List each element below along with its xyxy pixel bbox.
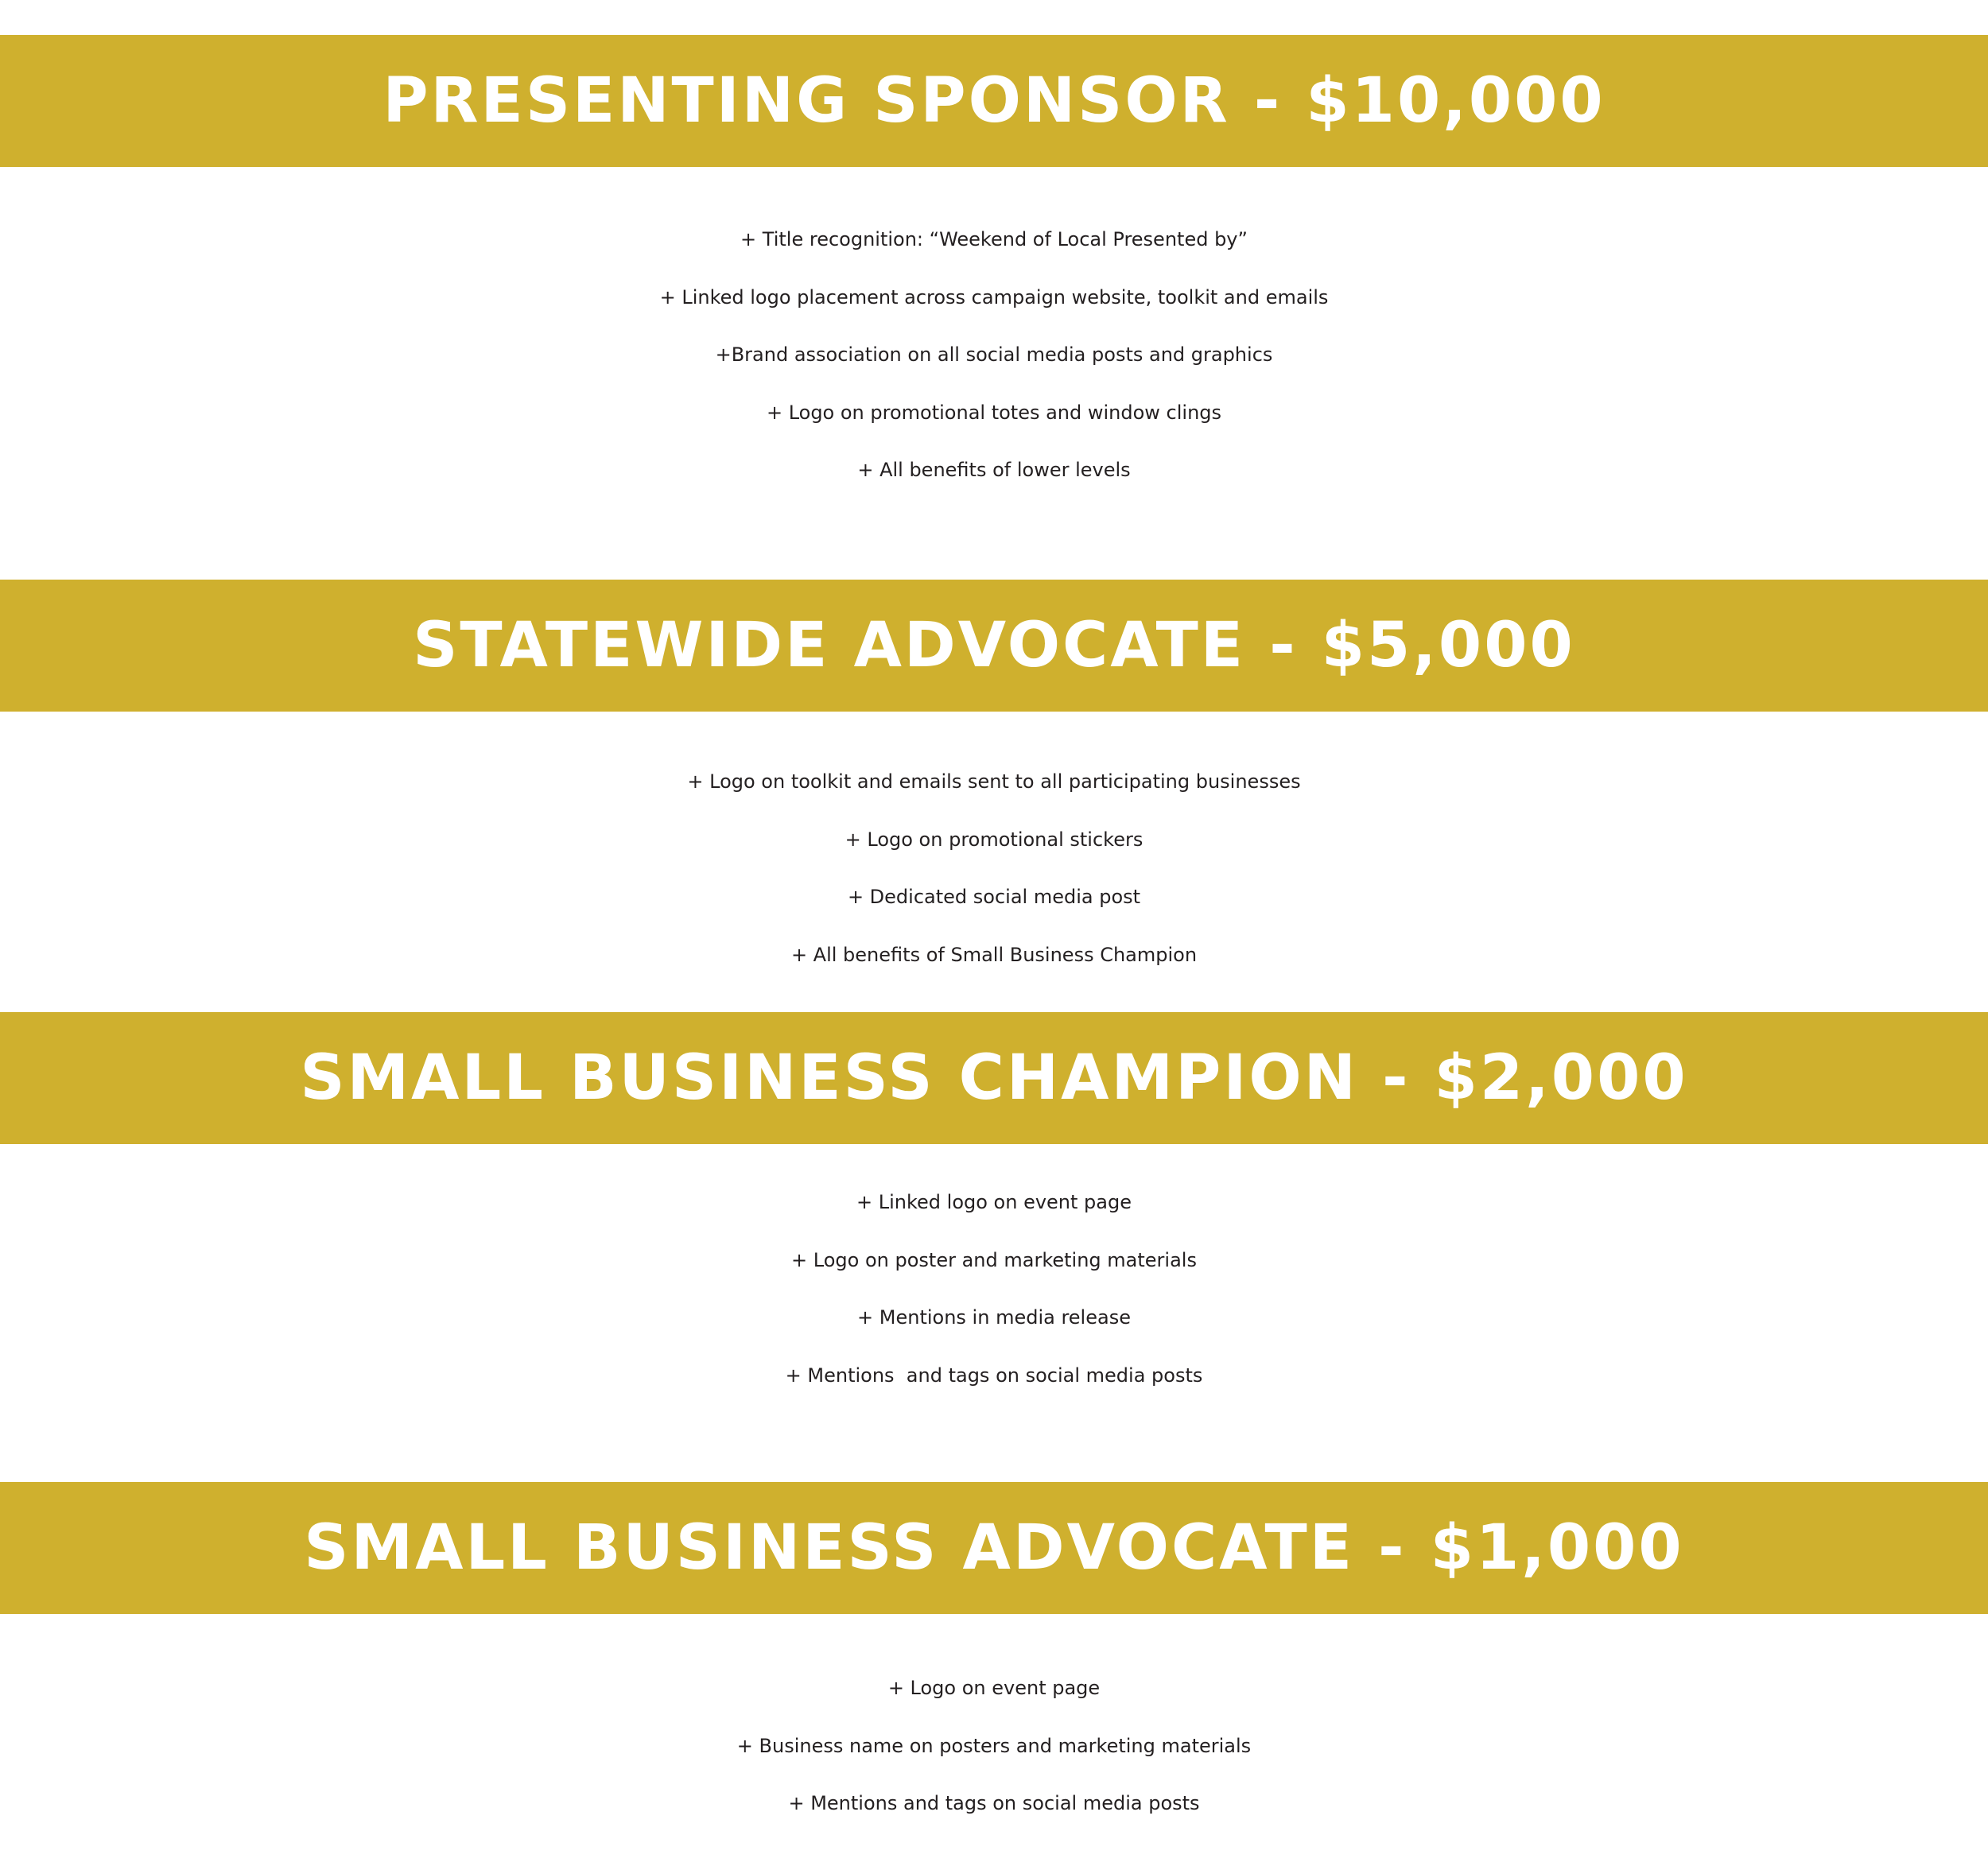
tier-title: SMALL BUSINESS CHAMPION - $2,000 xyxy=(300,1042,1688,1114)
tier-title: STATEWIDE ADVOCATE - $5,000 xyxy=(413,610,1575,681)
benefit-list-statewide-advocate xyxy=(0,753,1988,983)
benefit-item: + Logo on event page xyxy=(887,1677,1101,1699)
tier-header-small-business-advocate xyxy=(0,1482,1988,1614)
benefit-item: + Mentions and tags on social media posts xyxy=(785,1364,1203,1387)
benefit-item: + Dedicated social media post xyxy=(847,886,1141,908)
benefit-item: + Mentions and tags on social media posts xyxy=(788,1792,1200,1814)
benefit-item: + Mentions in media release xyxy=(857,1306,1131,1329)
tier-header-statewide-advocate xyxy=(0,580,1988,712)
benefit-item: + Logo on promotional totes and window clings xyxy=(766,401,1222,424)
benefit-list-small-business-champion xyxy=(0,1174,1988,1404)
tier-header-presenting-sponsor xyxy=(0,35,1988,167)
benefit-item: + Logo on poster and marketing materials xyxy=(791,1248,1197,1271)
benefit-item: + All benefits of Small Business Champion xyxy=(790,943,1198,966)
benefit-item: + Logo on promotional stickers xyxy=(845,828,1143,851)
tier-title: SMALL BUSINESS ADVOCATE - $1,000 xyxy=(304,1512,1684,1584)
benefit-item: +Brand association on all social media posts and graphics xyxy=(715,343,1273,366)
tier-header-small-business-champion xyxy=(0,1012,1988,1144)
benefit-list-presenting-sponsor xyxy=(0,211,1988,499)
benefit-item: + All benefits of lower levels xyxy=(857,459,1131,481)
benefit-item: + Logo on toolkit and emails sent to all participating businesses xyxy=(687,770,1301,793)
benefit-list-small-business-advocate xyxy=(0,1659,1988,1833)
tier-title: PRESENTING SPONSOR - $10,000 xyxy=(382,65,1606,137)
benefit-item: + Linked logo on event page xyxy=(856,1191,1132,1213)
benefit-item: + Linked logo placement across campaign website, toolkit and emails xyxy=(659,285,1329,308)
benefit-item: + Business name on posters and marketing materials xyxy=(736,1734,1252,1757)
benefit-item: + Title recognition: “Weekend of Local Presented by” xyxy=(740,228,1248,250)
